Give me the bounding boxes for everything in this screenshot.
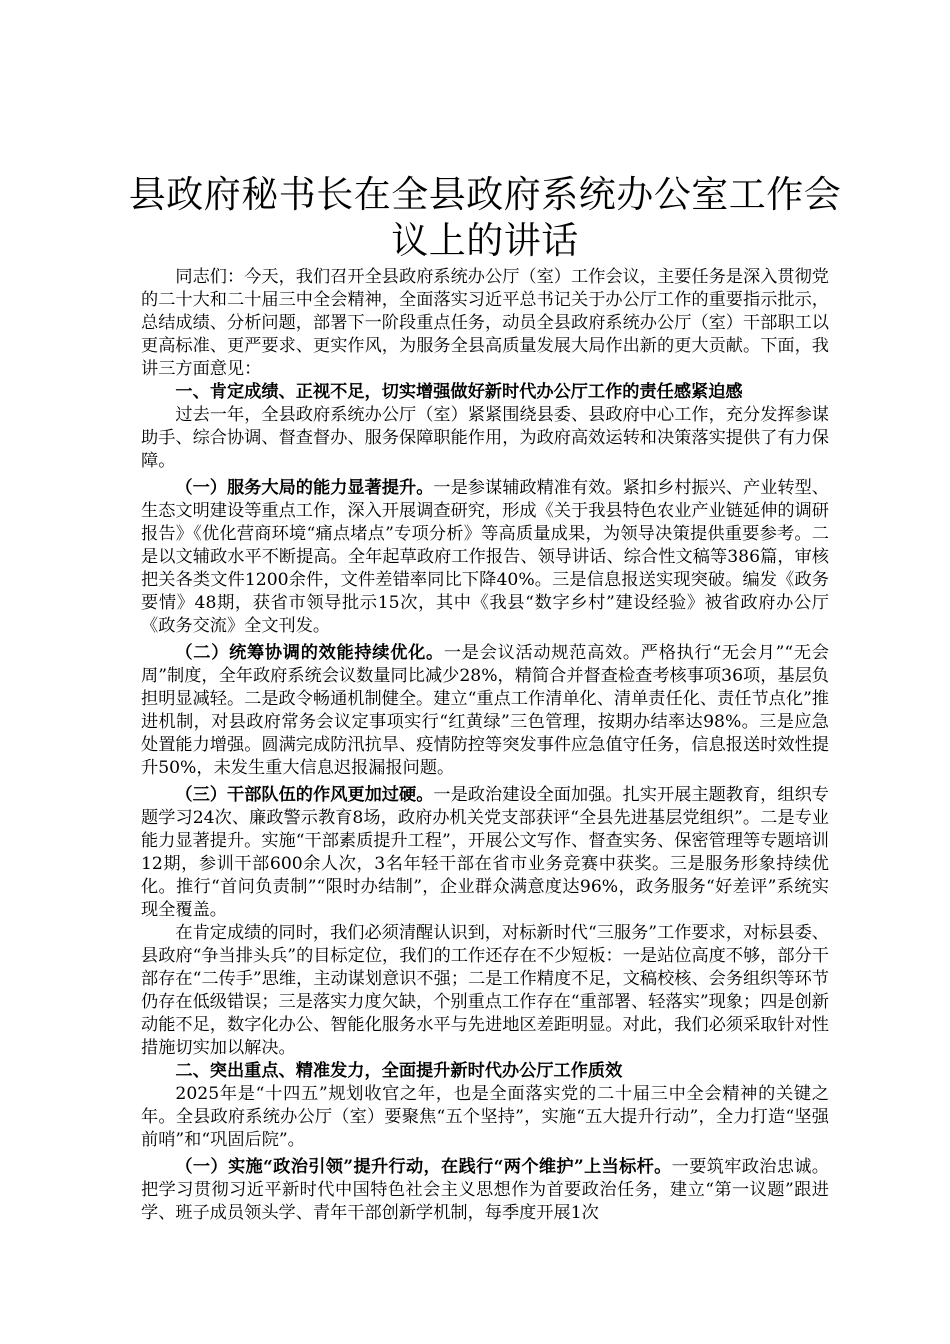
paragraph-sub-3: [141, 784, 829, 922]
paragraph-sub-4: [141, 1156, 829, 1225]
paragraph-sub-2: [141, 642, 829, 780]
paragraph: 在肯定成绩的同时，我们必须清醒认识到，对标新时代“三服务”工作要求，对标县委、县政府“争当排头兵”的目标定位，我们的工作还存在不少短板：一是站位高度不够，部分干部存在“二传手”思维，主动谋划意识不强；二是工作精度不足，文稿校核、会务组织等环节仍存在低级错误；三是落实力度欠缺，个别重点工作存在“重部署、轻落实”现象；四是创新动能不足，数字化办公、智能化服务水平与先进地区差距明显。对此，我们必须采取针对性措施切实加以解决。: [141, 923, 829, 1058]
paragraph-text: 一是参谋辅政精准有效。紧扣乡村振兴、产业转型、生态文明建设等重点工作，深入开展调查研究，形成《关于我县特色农业产业链延伸的调研报告》《优化营商环境“痛点堵点”专项分析》等高质量成果，为领导决策提供重要参考。二是以文辅政水平不断提高。全年起草政府工作报告、领导讲话、综合性文稿等386篇，审核把关各类文件1200余件，文件差错率同比下降40%。三是信息报送实现突破。编发《政务要情》48期，获省市领导批示15次，其中《我县“数字乡村”建设经验》被省政府办公厅《政务交流》全文刊发。: [141, 478, 829, 636]
paragraph-opening: 同志们：今天，我们召开全县政府系统办公厅（室）工作会议，主要任务是深入贯彻党的二十大和二十届三中全会精神，全面落实习近平总书记关于办公厅工作的重要指示批示，总结成绩、分析问题，部署下一阶段重点任务，动员全县政府系统办公厅（室）干部职工以更高标准、更严要求、更实作风，为服务全县高质量发展大局作出新的更大贡献。下面，我讲三方面意见：: [141, 267, 829, 379]
document-page: [128, 172, 842, 1225]
paragraph: 2025年是“十四五”规划收官之年，也是全面落实党的二十届三中全会精神的关键之年。全县政府系统办公厅（室）要聚焦“五个坚持”，实施“五大提升行动”，全力打造“坚强前哨”和“巩固后院”。: [141, 1084, 829, 1150]
paragraph-sub-1: [141, 477, 829, 638]
paragraph-text: 一要筑牢政治忠诚。把学习贯彻习近平新时代中国特色社会主义思想作为首要政治任务，建立“第一议题”跟进学、班子成员领头学、青年干部创新学机制，每季度开展1次: [141, 1157, 829, 1223]
section-heading-1: 一、肯定成绩、正视不足，切实增强做好新时代办公厅工作的责任感紧迫感: [175, 382, 743, 402]
paragraph-text: 一是政治建设全面加强。扎实开展主题教育，组织专题学习24次、廉政警示教育8场，政府办机关党支部获评“全县先进基层党组织”。二是专业能力显著提升。实施“干部素质提升工程”，开展公文写作、督查实务、保密管理等专题培训12期，参训干部600余人次，3名年轻干部在省市业务竞赛中获奖。三是服务形象持续优化。推行“首问负责制”“限时办结制”，企业群众满意度达96%，政务服务“好差评”系统实现全覆盖。: [141, 785, 829, 920]
subheading: （三）干部队伍的作风更加过硬。: [175, 785, 434, 805]
subheading: （一）服务大局的能力显著提升。: [175, 478, 434, 498]
paragraph: 过去一年，全县政府系统办公厅（室）紧紧围绕县委、县政府中心工作，充分发挥参谋助手、综合协调、督查督办、服务保障职能作用，为政府高效运转和决策落实提供了有力保障。: [141, 405, 829, 471]
section-heading-2: 二、突出重点、精准发力，全面提升新时代办公厅工作质效: [175, 1061, 623, 1081]
paragraph-text: 一是会议活动规范高效。严格执行“无会月”“无会周”制度，全年政府系统会议数量同比减少28%，精简合并督查检查考核事项36项，基层负担明显减轻。二是政令畅通机制健全。建立“重点工作清单化、清单责任化、责任节点化”推进机制，对县政府常务会议定事项实行“红黄绿”三色管理，按期办结率达98%。三是应急处置能力增强。圆满完成防汛抗旱、疫情防控等突发事件应急值守任务，信息报送时效性提升50%，未发生重大信息迟报漏报问题。: [141, 643, 829, 778]
subheading: （一）实施“政治引领”提升行动，在践行“两个维护”上当标杆。: [175, 1157, 672, 1177]
document-body: [141, 266, 829, 1225]
subheading: （二）统筹协调的效能持续优化。: [175, 643, 444, 663]
document-title: 县政府秘书长在全县政府系统办公室工作会议上的讲话: [128, 173, 842, 262]
